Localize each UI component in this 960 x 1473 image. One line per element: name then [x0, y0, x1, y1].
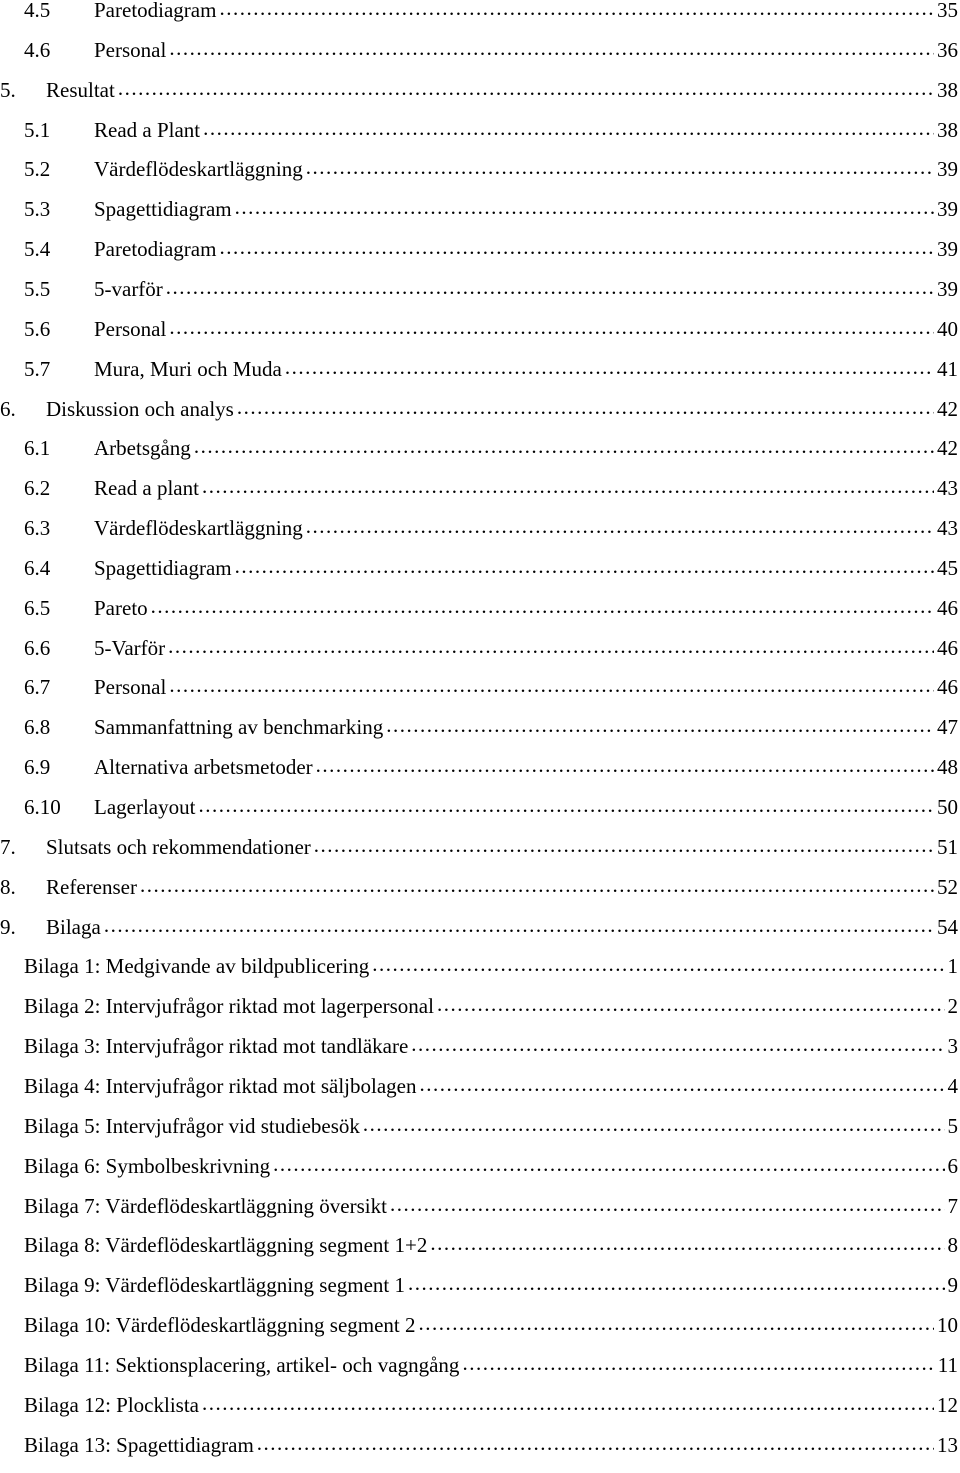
dot-leader — [237, 395, 934, 419]
toc-entry-title: Referenser — [46, 874, 137, 899]
dot-leader — [169, 315, 934, 339]
toc-entry-number: 5.6 — [24, 316, 51, 341]
toc-entry-number: 5.4 — [24, 237, 51, 262]
toc-entry-title: Bilaga 2: Intervjufrågor riktad mot lagerpersonal — [24, 994, 434, 1019]
toc-entry-title: Bilaga 10: Värdeflödeskartläggning segment 2 — [24, 1313, 416, 1338]
toc-entry[interactable] — [0, 1273, 960, 1313]
toc-entry-number: 6. — [0, 396, 16, 421]
dot-leader — [411, 1032, 944, 1056]
toc-entry[interactable] — [0, 1194, 960, 1234]
toc-entry-page-number: 35 — [937, 0, 958, 22]
toc-entry-page-number: 50 — [937, 795, 958, 819]
toc-entry-page-number: 12 — [937, 1392, 958, 1417]
toc-entry-number: 6.8 — [24, 715, 51, 740]
toc-entry-page-number: 41 — [937, 356, 958, 381]
dot-leader — [285, 355, 934, 379]
toc-entry[interactable] — [0, 596, 960, 636]
toc-entry[interactable] — [0, 875, 960, 915]
dot-leader — [235, 195, 934, 219]
toc-entry[interactable] — [0, 1034, 960, 1074]
toc-entry[interactable] — [0, 795, 960, 835]
toc-entry[interactable] — [0, 1433, 960, 1473]
toc-entry-number: 6.6 — [24, 635, 51, 660]
toc-entry-page-number: 40 — [937, 316, 958, 341]
dot-leader — [316, 753, 934, 777]
toc-entry[interactable] — [0, 157, 960, 197]
toc-entry-title: Slutsats och rekommendationer — [46, 834, 311, 859]
toc-entry-number: 6.1 — [24, 436, 51, 461]
toc-entry-number: 5. — [0, 77, 16, 102]
toc-entry-title: Bilaga 1: Medgivande av bildpublicering — [24, 954, 370, 979]
dot-leader — [169, 673, 934, 697]
toc-entry-page-number: 11 — [937, 1352, 958, 1377]
toc-entry[interactable] — [0, 78, 960, 118]
toc-entry-title: Paretodiagram — [94, 237, 217, 262]
toc-entry[interactable] — [0, 755, 960, 795]
toc-entry[interactable] — [0, 1233, 960, 1273]
dot-leader — [169, 36, 934, 60]
toc-entry-number: 6.9 — [24, 755, 51, 780]
toc-entry[interactable] — [0, 237, 960, 277]
toc-entry-page-number: 5 — [947, 1113, 958, 1138]
dot-leader — [257, 1431, 934, 1455]
toc-entry-page-number: 3 — [947, 1034, 958, 1059]
toc-entry[interactable] — [0, 636, 960, 676]
toc-entry-title: Bilaga 3: Intervjufrågor riktad mot tandläkare — [24, 1034, 409, 1059]
toc-entry-page-number: 39 — [937, 157, 958, 182]
toc-entry[interactable] — [0, 1114, 960, 1154]
toc-entry-number: 5.2 — [24, 157, 51, 182]
toc-entry[interactable] — [0, 1313, 960, 1353]
toc-entry-title: Alternativa arbetsmetoder — [94, 755, 313, 780]
toc-entry-number: 8. — [0, 874, 16, 899]
toc-entry-title: Bilaga 4: Intervjufrågor riktad mot säljbolagen — [24, 1073, 417, 1098]
toc-entry-page-number: 36 — [937, 37, 958, 62]
toc-entry-page-number: 42 — [937, 396, 958, 421]
toc-entry-title: Resultat — [46, 77, 115, 102]
toc-entry-page-number: 46 — [937, 675, 958, 700]
toc-entry-number: 6.10 — [24, 795, 61, 819]
dot-leader — [140, 873, 934, 897]
dot-leader — [166, 275, 934, 299]
toc-entry[interactable] — [0, 1074, 960, 1114]
dot-leader — [168, 634, 934, 658]
toc-entry-number: 7. — [0, 834, 16, 859]
toc-entry-title: Lagerlayout — [94, 795, 196, 819]
toc-entry-number: 5.1 — [24, 117, 51, 142]
dot-leader — [372, 952, 944, 976]
dot-leader — [419, 1311, 934, 1335]
toc-entry-title: 5-Varför — [94, 635, 166, 660]
toc-entry-page-number: 8 — [947, 1233, 958, 1258]
toc-entry-title: 5-varför — [94, 276, 163, 301]
toc-entry-page-number: 6 — [947, 1153, 958, 1178]
toc-entry-number: 9. — [0, 914, 16, 939]
toc-entry-number: 5.3 — [24, 197, 51, 222]
toc-entry-page-number: 46 — [937, 595, 958, 620]
toc-entry[interactable] — [0, 476, 960, 516]
dot-leader — [390, 1192, 945, 1216]
toc-entry-title: Värdeflödeskartläggning — [94, 516, 303, 541]
toc-entry-page-number: 7 — [947, 1193, 958, 1218]
toc-entry[interactable] — [0, 1393, 960, 1433]
dot-leader — [419, 1072, 944, 1096]
toc-entry-title: Personal — [94, 316, 167, 341]
toc-entry-page-number: 39 — [937, 237, 958, 262]
toc-entry-title: Pareto — [94, 595, 148, 620]
toc-entry-title: Bilaga 9: Värdeflödeskartläggning segment 1 — [24, 1273, 406, 1298]
toc-entry-title: Bilaga 7: Värdeflödeskartläggning översikt — [24, 1193, 387, 1218]
toc-entry-number: 6.5 — [24, 595, 51, 620]
toc-entry-page-number: 4 — [947, 1073, 958, 1098]
toc-entry-page-number: 39 — [937, 276, 958, 301]
toc-entry-page-number: 43 — [937, 516, 958, 541]
toc-entry-title: Arbetsgång — [94, 436, 191, 461]
toc-entry-number: 4.6 — [24, 37, 51, 62]
toc-entry-page-number: 39 — [937, 197, 958, 222]
toc-entry-page-number: 48 — [937, 755, 958, 780]
toc-entry-title: Spagettidiagram — [94, 555, 232, 580]
toc-entry[interactable] — [0, 277, 960, 317]
dot-leader — [306, 514, 934, 538]
dot-leader — [462, 1351, 934, 1375]
toc-entry-page-number: 54 — [937, 914, 958, 939]
toc-entry-title: Bilaga 6: Symbolbeskrivning — [24, 1153, 271, 1178]
toc-entry-number: 6.4 — [24, 555, 51, 580]
dot-leader — [437, 992, 945, 1016]
toc-entry-page-number: 52 — [937, 874, 958, 899]
toc-entry-page-number: 2 — [947, 994, 958, 1019]
dot-leader — [151, 594, 934, 618]
dot-leader — [202, 1391, 934, 1415]
toc-entry-number: 5.7 — [24, 356, 51, 381]
toc-entry[interactable] — [0, 516, 960, 556]
dot-leader — [198, 793, 934, 817]
toc-entry-title: Mura, Muri och Muda — [94, 356, 282, 381]
dot-leader — [363, 1112, 945, 1136]
dot-leader — [273, 1152, 944, 1176]
toc-entry-title: Sammanfattning av benchmarking — [94, 715, 384, 740]
dot-leader — [194, 434, 934, 458]
toc-entry-number: 6.2 — [24, 476, 51, 501]
toc-entry-number: 5.5 — [24, 276, 51, 301]
toc-entry-title: Diskussion och analys — [46, 396, 234, 421]
toc-entry[interactable] — [0, 835, 960, 875]
toc-entry-title: Personal — [94, 675, 167, 700]
toc-entry[interactable] — [0, 38, 960, 78]
toc-entry[interactable] — [0, 915, 960, 955]
toc-entry[interactable] — [0, 0, 960, 38]
toc-entry[interactable] — [0, 197, 960, 237]
toc-entry-title: Personal — [94, 37, 167, 62]
toc-entry-title: Spagettidiagram — [94, 197, 232, 222]
toc-entry-page-number: 10 — [937, 1313, 958, 1338]
toc-entry-page-number: 9 — [947, 1273, 958, 1298]
toc-entry[interactable] — [0, 556, 960, 596]
toc-entry-page-number: 13 — [937, 1432, 958, 1457]
toc-entry-title: Bilaga 13: Spagettidiagram — [24, 1432, 254, 1457]
toc-entry-title: Read a Plant — [94, 117, 201, 142]
toc-entry[interactable] — [0, 118, 960, 158]
toc-entry-page-number: 42 — [937, 436, 958, 461]
dot-leader — [306, 155, 934, 179]
dot-leader — [314, 833, 934, 857]
dot-leader — [219, 235, 934, 259]
toc-entry-title: Bilaga — [46, 914, 101, 939]
dot-leader — [104, 913, 934, 937]
toc-entry[interactable] — [0, 436, 960, 476]
dot-leader — [203, 116, 934, 140]
toc-entry-number: 6.3 — [24, 516, 51, 541]
toc-entry[interactable] — [0, 397, 960, 437]
toc-entry[interactable] — [0, 1154, 960, 1194]
toc-entry-page-number: 46 — [937, 635, 958, 660]
toc-entry[interactable] — [0, 715, 960, 755]
toc-entry-page-number: 1 — [947, 954, 958, 979]
dot-leader — [118, 76, 934, 100]
toc-entry-page-number: 45 — [937, 555, 958, 580]
toc-entry[interactable] — [0, 954, 960, 994]
dot-leader — [235, 554, 934, 578]
dot-leader — [219, 0, 934, 20]
toc-entry-title: Bilaga 8: Värdeflödeskartläggning segment 1+2 — [24, 1233, 428, 1258]
toc-entry-page-number: 38 — [937, 117, 958, 142]
toc-entry-page-number: 47 — [937, 715, 958, 740]
toc-entry-title: Värdeflödeskartläggning — [94, 157, 303, 182]
dot-leader — [430, 1231, 944, 1255]
toc-entry-title: Bilaga 11: Sektionsplacering, artikel- och vagngång — [24, 1352, 460, 1377]
toc-entry-page-number: 43 — [937, 476, 958, 501]
toc-entry[interactable] — [0, 317, 960, 357]
dot-leader — [202, 474, 934, 498]
toc-entry[interactable] — [0, 357, 960, 397]
toc-entry[interactable] — [0, 675, 960, 715]
toc-entry[interactable] — [0, 994, 960, 1034]
dot-leader — [408, 1271, 944, 1295]
toc-entry-title: Read a plant — [94, 476, 199, 501]
dot-leader — [386, 713, 934, 737]
toc-entry-title: Paretodiagram — [94, 0, 217, 22]
toc-entry-number: 6.7 — [24, 675, 51, 700]
toc-entry-title: Bilaga 12: Plocklista — [24, 1392, 199, 1417]
toc-entry-number: 4.5 — [24, 0, 51, 22]
toc-entry[interactable] — [0, 1353, 960, 1393]
toc-entry-title: Bilaga 5: Intervjufrågor vid studiebesök — [24, 1113, 360, 1138]
toc-entry-page-number: 51 — [937, 834, 958, 859]
toc-entry-page-number: 38 — [937, 77, 958, 102]
